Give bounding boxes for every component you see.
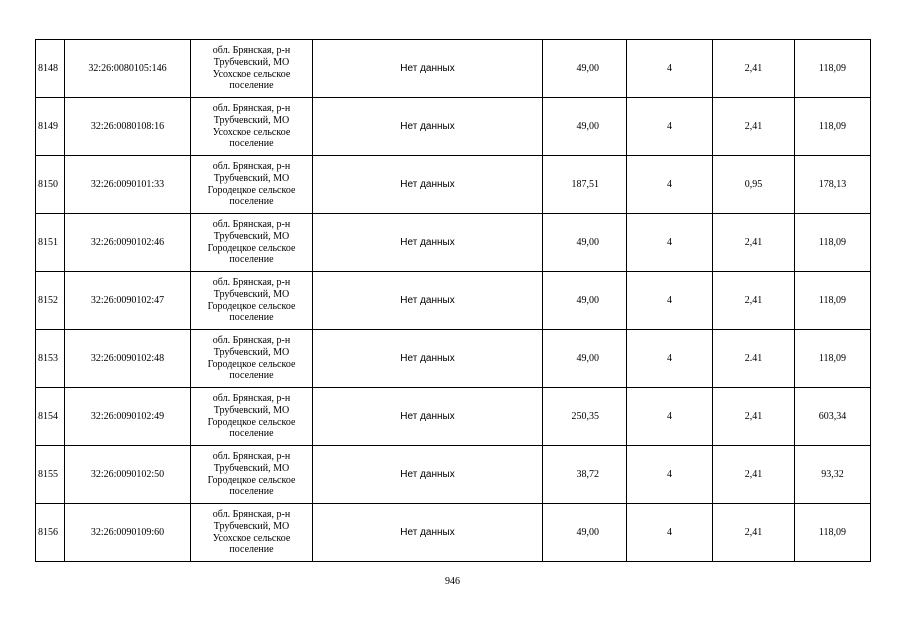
address-line: Трубчевский, МО	[213, 404, 290, 416]
table-row	[36, 214, 871, 272]
address-line: обл. Брянская, р-н	[212, 393, 291, 405]
info-cell: Нет данных	[313, 504, 543, 562]
address-cell	[191, 272, 313, 330]
row-number-cell: 8153	[36, 330, 65, 388]
rate-cell: 2,41	[713, 388, 795, 446]
address-line: Трубчевский, МО	[213, 172, 290, 184]
table-row	[36, 504, 871, 562]
rate-cell: 2,41	[713, 40, 795, 98]
address-line: Городецкое сельское	[207, 300, 296, 312]
value-cell: 603,34	[795, 388, 871, 446]
category-cell: 4	[627, 388, 713, 446]
address-line: обл. Брянская, р-н	[212, 277, 291, 289]
address-line: Трубчевский, МО	[213, 462, 290, 474]
row-number-cell: 8149	[36, 98, 65, 156]
category-cell: 4	[627, 156, 713, 214]
cadastral-number-cell: 32:26:0090102:47	[65, 272, 191, 330]
address-line: Городецкое сельское	[207, 184, 296, 196]
info-cell: Нет данных	[313, 214, 543, 272]
area-cell: 49,00	[543, 272, 627, 330]
cadastral-number-cell: 32:26:0090109:60	[65, 504, 191, 562]
rate-cell: 2,41	[713, 504, 795, 562]
address-line: поселение	[229, 312, 274, 324]
rate-cell: 0,95	[713, 156, 795, 214]
row-number-cell: 8148	[36, 40, 65, 98]
row-number-cell: 8152	[36, 272, 65, 330]
address-line: Трубчевский, МО	[213, 114, 290, 126]
cadastral-number-cell: 32:26:0080105:146	[65, 40, 191, 98]
table-row	[36, 156, 871, 214]
address-line: Трубчевский, МО	[213, 288, 290, 300]
address-line: поселение	[229, 254, 274, 266]
address-line: поселение	[229, 428, 274, 440]
category-cell: 4	[627, 214, 713, 272]
category-cell: 4	[627, 272, 713, 330]
address-line: обл. Брянская, р-н	[212, 103, 291, 115]
cadastral-number-cell: 32:26:0090102:49	[65, 388, 191, 446]
address-cell	[191, 98, 313, 156]
address-line: обл. Брянская, р-н	[212, 45, 291, 57]
cadastral-number-cell: 32:26:0090101:33	[65, 156, 191, 214]
info-cell: Нет данных	[313, 388, 543, 446]
address-cell	[191, 388, 313, 446]
value-cell: 118,09	[795, 40, 871, 98]
info-cell: Нет данных	[313, 272, 543, 330]
category-cell: 4	[627, 98, 713, 156]
cadastral-number-cell: 32:26:0090102:46	[65, 214, 191, 272]
address-cell	[191, 330, 313, 388]
page-number: 946	[445, 576, 460, 587]
area-cell: 250,35	[543, 388, 627, 446]
address-line: поселение	[229, 196, 274, 208]
cadastral-number-cell: 32:26:0090102:48	[65, 330, 191, 388]
value-cell: 93,32	[795, 446, 871, 504]
address-line: Трубчевский, МО	[213, 346, 290, 358]
value-cell: 118,09	[795, 272, 871, 330]
address-line: поселение	[229, 486, 274, 498]
address-line: обл. Брянская, р-н	[212, 161, 291, 173]
address-line: поселение	[229, 544, 274, 556]
table-row	[36, 272, 871, 330]
address-line: Городецкое сельское	[207, 416, 296, 428]
rate-cell: 2,41	[713, 98, 795, 156]
cadastral-number-cell: 32:26:0090102:50	[65, 446, 191, 504]
category-cell: 4	[627, 330, 713, 388]
rate-cell: 2,41	[713, 214, 795, 272]
table-row	[36, 98, 871, 156]
address-line: Трубчевский, МО	[213, 520, 290, 532]
table-row	[36, 388, 871, 446]
area-cell: 49,00	[543, 98, 627, 156]
info-cell: Нет данных	[313, 446, 543, 504]
cadastral-number-cell: 32:26:0080108:16	[65, 98, 191, 156]
row-number-cell: 8155	[36, 446, 65, 504]
category-cell: 4	[627, 504, 713, 562]
address-line: обл. Брянская, р-н	[212, 509, 291, 521]
address-line: поселение	[229, 80, 274, 92]
value-cell: 118,09	[795, 214, 871, 272]
value-cell: 118,09	[795, 330, 871, 388]
row-number-cell: 8151	[36, 214, 65, 272]
value-cell: 178,13	[795, 156, 871, 214]
rate-cell: 2,41	[713, 272, 795, 330]
address-line: Трубчевский, МО	[213, 56, 290, 68]
info-cell: Нет данных	[313, 40, 543, 98]
rate-cell: 2,41	[713, 446, 795, 504]
cadastral-table	[35, 39, 871, 562]
area-cell: 38,72	[543, 446, 627, 504]
area-cell: 49,00	[543, 214, 627, 272]
address-cell	[191, 40, 313, 98]
category-cell: 4	[627, 446, 713, 504]
address-line: Городецкое сельское	[207, 358, 296, 370]
area-cell: 49,00	[543, 504, 627, 562]
address-line: поселение	[229, 370, 274, 382]
category-cell: 4	[627, 40, 713, 98]
info-cell: Нет данных	[313, 156, 543, 214]
address-line: Трубчевский, МО	[213, 230, 290, 242]
area-cell: 187,51	[543, 156, 627, 214]
value-cell: 118,09	[795, 504, 871, 562]
table-row	[36, 330, 871, 388]
address-line: Городецкое сельское	[207, 242, 296, 254]
rate-cell: 2.41	[713, 330, 795, 388]
row-number-cell: 8154	[36, 388, 65, 446]
row-number-cell: 8150	[36, 156, 65, 214]
info-cell: Нет данных	[313, 98, 543, 156]
area-cell: 49,00	[543, 40, 627, 98]
area-cell: 49,00	[543, 330, 627, 388]
address-line: Усохское сельское	[212, 532, 291, 544]
address-line: Усохское сельское	[212, 68, 291, 80]
table-row	[36, 40, 871, 98]
address-line: Городецкое сельское	[207, 474, 296, 486]
address-line: обл. Брянская, р-н	[212, 335, 291, 347]
row-number-cell: 8156	[36, 504, 65, 562]
table-row	[36, 446, 871, 504]
address-line: обл. Брянская, р-н	[212, 451, 291, 463]
address-line: поселение	[229, 138, 274, 150]
value-cell: 118,09	[795, 98, 871, 156]
address-cell	[191, 504, 313, 562]
info-cell: Нет данных	[313, 330, 543, 388]
address-cell	[191, 214, 313, 272]
address-cell	[191, 156, 313, 214]
address-cell	[191, 446, 313, 504]
address-line: Усохское сельское	[212, 126, 291, 138]
address-line: обл. Брянская, р-н	[212, 219, 291, 231]
